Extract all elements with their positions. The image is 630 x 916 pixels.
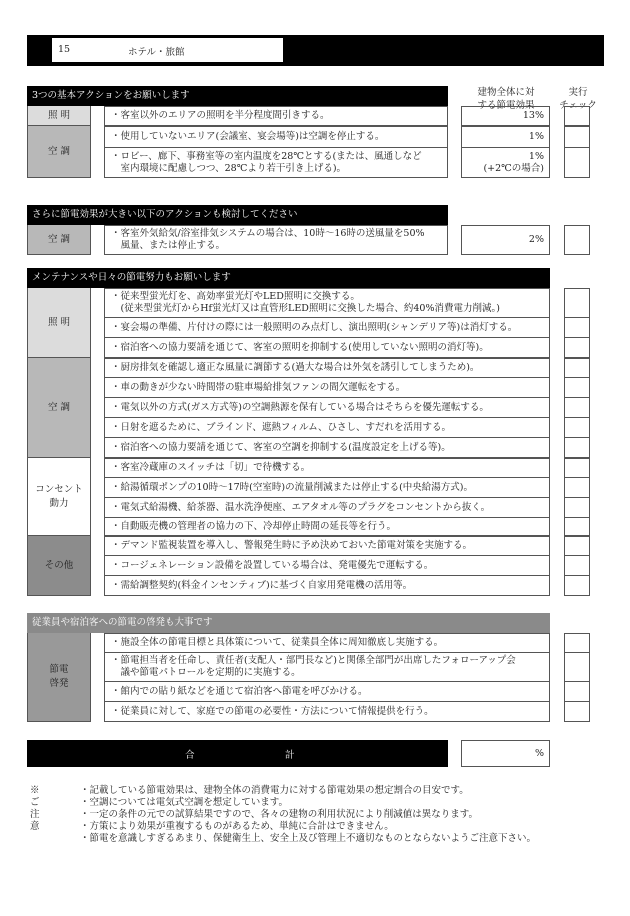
section-title: 従業員や宿泊客への節電の啓発も大事です [27, 613, 550, 633]
effect-value [461, 148, 550, 178]
check-box[interactable] [564, 358, 590, 378]
section-title: さらに節電効果が大きい以下のアクションも検討してください [27, 205, 448, 225]
action-text: ・使用していないエリア(会議室、宴会場等)は空調を停止する。 [104, 126, 448, 148]
check-box[interactable] [564, 398, 590, 418]
action-row [104, 126, 590, 148]
section-1 [27, 86, 590, 178]
action-text: ・日射を遮るために、ブラインド、遮熱フィルム、ひさし、すだれを活用する。 [104, 418, 550, 438]
category-label: 照 明 [27, 288, 91, 358]
action-row [104, 556, 590, 576]
action-row [104, 576, 590, 596]
effect-value [461, 126, 550, 148]
category-label: 空 調 [27, 225, 91, 255]
check-box[interactable] [564, 225, 590, 255]
category-group [27, 126, 590, 178]
action-row [104, 536, 590, 556]
note-item: ・節電を意識しすぎるあまり、保健衛生上、安全上及び管理上不適切なものとならないようご注意下さい。 [80, 833, 537, 844]
effect-value [461, 225, 550, 255]
action-text: ・従業員に対して、家庭での節電の必要性・方法について情報提供を行う。 [104, 702, 550, 722]
notes-label: ※ご注意 [30, 785, 40, 832]
check-box[interactable] [564, 682, 590, 702]
section-3 [27, 268, 590, 596]
check-column-header: 実行 チェック [559, 87, 597, 111]
check-box[interactable] [564, 633, 590, 653]
check-box[interactable] [564, 536, 590, 556]
action-row [104, 338, 590, 358]
total-label-left: 合 [185, 750, 195, 761]
action-rows [104, 126, 590, 178]
action-row [104, 633, 590, 653]
check-box[interactable] [564, 338, 590, 358]
check-box[interactable] [564, 458, 590, 478]
action-text: ・客室外気給気/浴室排気システムの場合は、10時～16時の送風量を50% 風量、または停止する。 [104, 225, 448, 255]
check-box[interactable] [564, 148, 590, 178]
total-bar [27, 740, 448, 767]
check-box[interactable] [564, 106, 590, 126]
check-box[interactable] [564, 702, 590, 722]
action-row [104, 653, 590, 682]
action-text: ・デマンド監視装置を導入し、警報発生時に予め決めておいた節電対策を実施する。 [104, 536, 550, 556]
action-text: ・宿泊客への協力要請を通じて、客室の空調を抑制する(温度設定を上げる等)。 [104, 438, 550, 458]
category-label: 節電 啓発 [27, 633, 91, 722]
action-text: ・自動販売機の管理者の協力の下、冷却停止時間の延長等を行う。 [104, 518, 550, 536]
category-name: ホテル・旅館 [128, 47, 185, 58]
action-rows [104, 106, 590, 126]
check-box[interactable] [564, 438, 590, 458]
note-item: ・記載している節電効果は、建物全体の消費電力に対する節電効果の想定割合の目安です。 [80, 785, 469, 796]
section-4 [27, 613, 590, 722]
check-box[interactable] [564, 576, 590, 596]
page-header-bar [27, 35, 604, 66]
action-row [104, 498, 590, 518]
action-text: ・節電担当者を任命し、責任者(支配人・部門長など)と関係全部門が出席したフォローアップ会 議や節電パトロールを定期的に実施する。 [104, 653, 550, 682]
category-label: その他 [27, 536, 91, 596]
action-row [104, 518, 590, 536]
action-row [104, 478, 590, 498]
action-row [104, 288, 590, 318]
action-text: ・宿泊客への協力要請を通じて、客室の照明を抑制する(使用していない照明の消灯等)。 [104, 338, 550, 358]
action-rows [104, 536, 590, 596]
action-text: ・客室以外のエリアの照明を半分程度間引きする。 [104, 106, 448, 126]
action-row [104, 378, 590, 398]
action-text: ・給湯循環ポンプの10時～17時(空室時)の流量削減または停止する(中央給湯方式)。 [104, 478, 550, 498]
check-box[interactable] [564, 653, 590, 682]
action-rows [104, 225, 590, 255]
effect-value [461, 106, 550, 126]
action-text: ・コージェネレーション設備を設置している場合は、発電優先で運転する。 [104, 556, 550, 576]
section-2 [27, 205, 590, 255]
action-row [104, 702, 590, 722]
action-text: ・館内での貼り紙などを通じて宿泊客へ節電を呼びかける。 [104, 682, 550, 702]
action-row [104, 358, 590, 378]
check-box[interactable] [564, 556, 590, 576]
action-text: ・電気以外の方式(ガス方式等)の空調熱源を保有している場合はそちらを優先運転する。 [104, 398, 550, 418]
check-box[interactable] [564, 126, 590, 148]
action-text: ・電気式給湯機、給茶器、温水洗浄便座、エアタオル等のプラグをコンセントから抜く。 [104, 498, 550, 518]
check-box[interactable] [564, 378, 590, 398]
action-row [104, 682, 590, 702]
action-text: ・施設全体の節電目標と具体策について、従業員全体に周知徹底し実施する。 [104, 633, 550, 653]
action-row [104, 225, 590, 255]
category-label: 照 明 [27, 106, 91, 126]
section-title: 3つの基本アクションをお願いします [27, 86, 448, 106]
category-label: 空 調 [27, 126, 91, 178]
check-box[interactable] [564, 478, 590, 498]
action-rows [104, 358, 590, 458]
effect-text: 1% (+2℃の場合) [483, 150, 544, 174]
category-group [27, 536, 590, 596]
total-label-right: 計 [285, 750, 295, 761]
action-rows [104, 458, 590, 536]
category-label: 空 調 [27, 358, 91, 458]
category-group [27, 633, 590, 722]
action-text: ・客室冷蔵庫のスイッチは「切」で待機する。 [104, 458, 550, 478]
category-group [27, 288, 590, 358]
check-box[interactable] [564, 498, 590, 518]
action-text: ・厨房排気を確認し適正な風量に調節する(過大な場合は外気を誘引してしまうため)。 [104, 358, 550, 378]
category-title-box [52, 38, 283, 62]
action-text: ・ロビー、廊下、事務室等の室内温度を28℃とする(または、風通しなど 室内環境に配慮しつつ、28℃より若干引き上げる)。 [104, 148, 448, 178]
action-row [104, 148, 590, 178]
category-group [27, 225, 590, 255]
action-text: ・需給調整契約(料金インセンティブ)に基づく自家用発電機の活用等。 [104, 576, 550, 596]
effect-text: 1% [528, 131, 544, 142]
action-text: ・車の動きが少ない時間帯の駐車場給排気ファンの間欠運転をする。 [104, 378, 550, 398]
action-row [104, 458, 590, 478]
action-row [104, 106, 590, 126]
action-rows [104, 633, 590, 722]
category-group [27, 358, 590, 458]
action-row [104, 318, 590, 338]
action-row [104, 438, 590, 458]
action-row [104, 418, 590, 438]
note-item: ・空調については電気式空調を想定しています。 [80, 797, 289, 808]
check-box[interactable] [564, 288, 590, 318]
total-percent-suffix: % [534, 748, 544, 759]
action-row [104, 398, 590, 418]
effect-column-header: 建物全体に対 する節電効果 [477, 87, 535, 111]
note-item: ・方策により効果が重複するものがあるため、単純に合計はできません。 [80, 821, 394, 832]
section-title: メンテナンスや日々の節電努力もお願いします [27, 268, 550, 288]
action-rows [104, 288, 590, 358]
category-group [27, 106, 590, 126]
note-item: ・一定の条件の元での試算結果ですので、各々の建物の利用状況により削減値は異なります。 [80, 809, 479, 820]
check-box[interactable] [564, 318, 590, 338]
action-text: ・宴会場の準備、片付けの際には一般照明のみ点灯し、演出照明(シャンデリア等)は消灯する。 [104, 318, 550, 338]
total-value-field[interactable] [461, 740, 550, 767]
effect-text: 2% [528, 234, 544, 245]
category-label: コンセント 動力 [27, 458, 91, 536]
effect-text: 13% [522, 110, 544, 121]
category-number: 15 [58, 44, 71, 55]
check-box[interactable] [564, 518, 590, 536]
action-text: ・従来型蛍光灯を、高効率蛍光灯やLED照明に交換する。 (従来型蛍光灯からHf蛍光灯又は直管形LED照明に交換した場合、約40%消費電力削減。) [104, 288, 550, 318]
category-group [27, 458, 590, 536]
check-box[interactable] [564, 418, 590, 438]
